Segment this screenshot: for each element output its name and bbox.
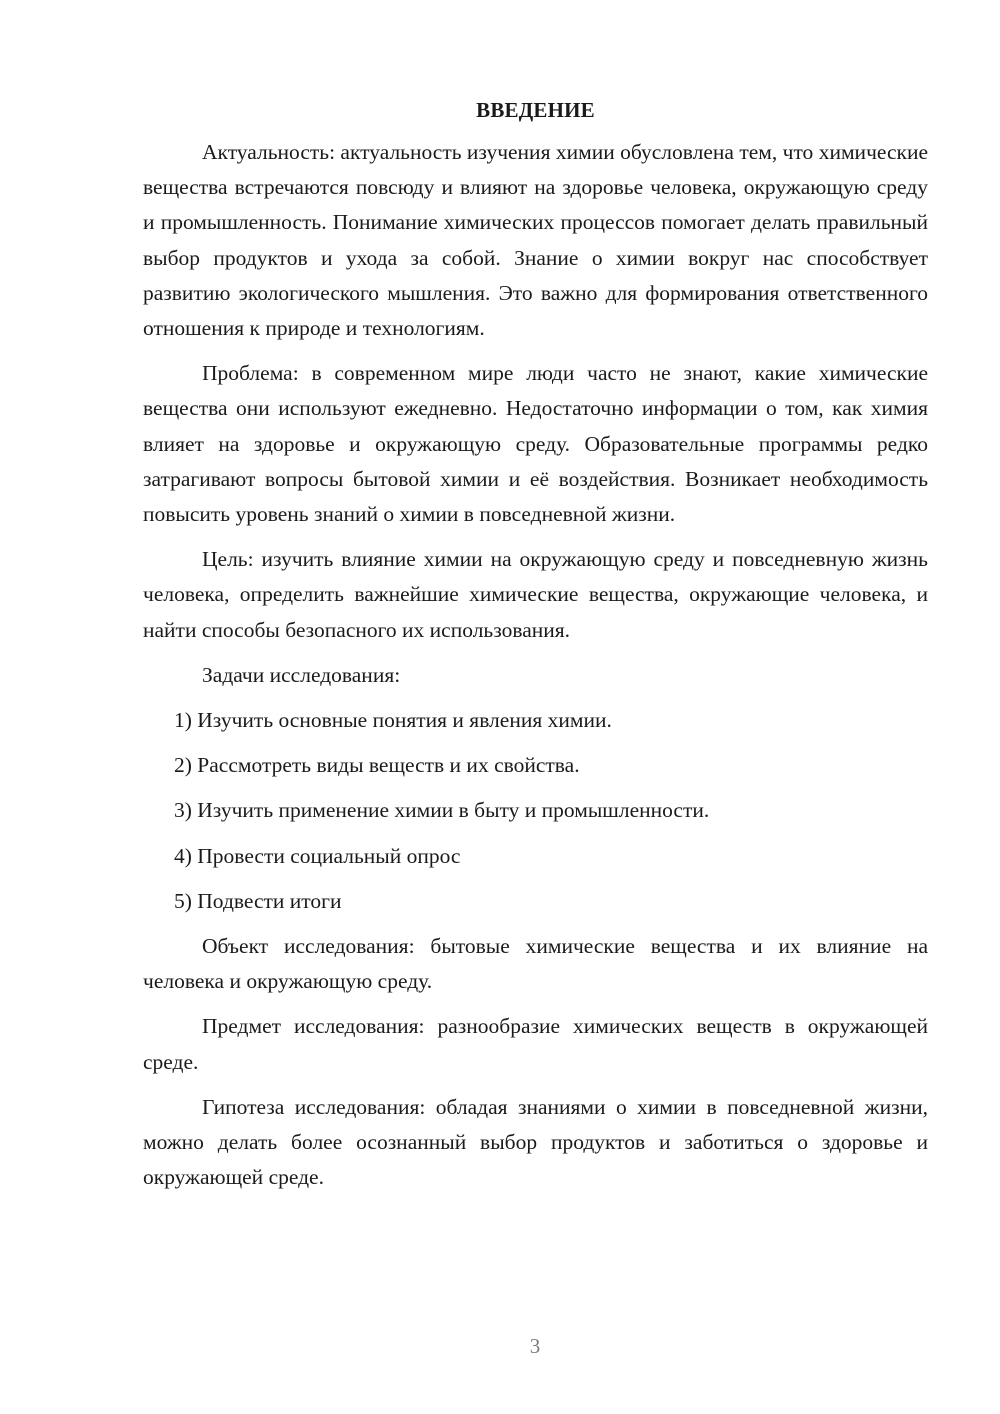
paragraph-problem: Проблема: в современном мире люди часто не знают, какие химические вещества они используют ежедневно. Недостаточно информации о том, как химия влияет на здоровье и окружающую среду. Образовательные программы редко затрагивают вопросы бытовой химии и её воздействия. Возникает необходимость повысить уровень знаний о химии в повседневной жизни. bbox=[143, 361, 928, 527]
paragraph-hypothesis: Гипотеза исследования: обладая знаниями о химии в повседневной жизни, можно делать более осознанный выбор продуктов и заботиться о здоровье и окружающей среде. bbox=[143, 1094, 928, 1190]
paragraph-subject: Предмет исследования: разнообразие химических веществ в окружающей среде. bbox=[143, 1014, 928, 1074]
page-title: ВВЕДЕНИЕ bbox=[476, 98, 595, 122]
task-item-1: 1) Изучить основные понятия и явления химии. bbox=[174, 708, 612, 733]
task-item-4: 4) Провести социальный опрос bbox=[174, 843, 461, 868]
document-page bbox=[143, 95, 928, 1205]
tasks-heading: Задачи исследования: bbox=[202, 662, 401, 687]
task-item-3: 3) Изучить применение химии в быту и промышленности. bbox=[174, 798, 710, 823]
task-item-2: 2) Рассмотреть виды веществ и их свойства. bbox=[174, 753, 580, 778]
paragraph-relevance: Актуальность: актуальность изучения химии обусловлена тем, что химические вещества встречаются повсюду и влияют на здоровье человека, окружающую среду и промышленность. Понимание химических процессов помогает делать правильный выбор продуктов и ухода за собой. Знание о химии вокруг нас способствует развитию экологического мышления. Это важно для формирования ответственного отношения к природе и технологиям. bbox=[143, 140, 928, 341]
paragraph-goal: Цель: изучить влияние химии на окружающую среду и повседневную жизнь человека, определить важнейшие химические вещества, окружающие человека, и найти способы безопасного их использования. bbox=[143, 547, 928, 642]
paragraph-object: Объект исследования: бытовые химические вещества и их влияние на человека и окружающую среду. bbox=[143, 934, 928, 994]
page-number: 3 bbox=[529, 1334, 541, 1358]
tasks-list bbox=[143, 703, 928, 919]
task-item-5: 5) Подвести итоги bbox=[174, 888, 342, 913]
